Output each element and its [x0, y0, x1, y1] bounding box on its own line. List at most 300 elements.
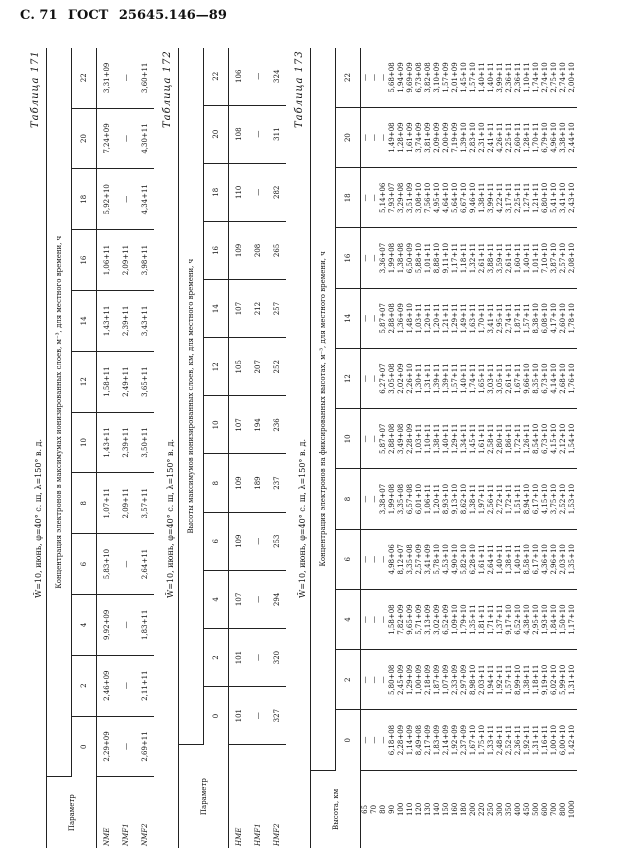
table-cell: 1,40+11: [514, 529, 523, 589]
table-cell: 1,39+11: [433, 348, 442, 408]
time-column-header: 22: [336, 48, 361, 107]
table-row: [532, 48, 541, 848]
table-cell: 5,14+06: [379, 168, 388, 228]
time-column-header: 0: [204, 687, 229, 745]
table-cell: 6,57+08: [406, 469, 415, 529]
table-cell: 8,58+10: [523, 529, 532, 589]
table-cell: 9,66+10: [523, 348, 532, 408]
table-cell: —: [370, 710, 379, 770]
time-column-header: 16: [72, 230, 97, 291]
table-cell: 1,40+11: [523, 228, 532, 288]
table-cell: 6,52+10: [514, 589, 523, 649]
table-row: [559, 48, 568, 848]
table-cell: —: [370, 348, 379, 408]
table-cell: 2,01+09: [451, 48, 460, 107]
table-cell: 282: [267, 163, 286, 221]
table-cell: 2,09+11: [116, 230, 135, 291]
table-cell: —: [361, 288, 371, 348]
table-cell: 1,28+09: [397, 107, 406, 167]
table-cell: 107: [229, 280, 249, 338]
table-cell: 4,53+10: [442, 529, 451, 589]
time-column-header: 22: [72, 48, 97, 108]
height-value: 100: [397, 802, 405, 817]
table-cell: 1,31+11: [532, 710, 541, 770]
table-cell: 9,65+09: [406, 589, 415, 649]
table-row: [116, 48, 135, 848]
table-cell: 1,32+11: [469, 228, 478, 288]
table-cell: 8,93+10: [442, 469, 451, 529]
table-cell: 1,97+11: [478, 469, 487, 529]
table-cell: 2,08+10: [568, 228, 577, 288]
table-cell: 5,41+10: [550, 168, 559, 228]
time-column-header: 14: [336, 288, 361, 348]
table-173: [310, 48, 577, 848]
table-cell: —: [370, 168, 379, 228]
height-value: 350: [505, 802, 513, 817]
table-cell: 2,39+11: [116, 290, 135, 351]
table-row: [97, 48, 117, 848]
table-cell: 5,92+10: [97, 169, 117, 230]
table-cell: 3,99+11: [487, 168, 496, 228]
table-row: [397, 48, 406, 848]
table-cell: 1,75+10: [478, 710, 487, 770]
table-cell: —: [361, 529, 371, 589]
table-cell: 4,15+10: [550, 409, 559, 469]
table-cell: 2,61+11: [505, 348, 514, 408]
table-cell: 6,79+10: [541, 107, 550, 167]
table-cell: 3,17+11: [505, 168, 514, 228]
table-cell: 1,03+11: [415, 288, 424, 348]
table-cell: —: [379, 529, 388, 589]
table-cell: 2,09+09: [433, 107, 442, 167]
table-171: [46, 48, 154, 848]
table-cell: 2,52+11: [505, 710, 514, 770]
table-cell: 1,03+11: [415, 409, 424, 469]
table-172: [178, 48, 286, 848]
time-column-header: 4: [336, 589, 361, 649]
table-cell: 4,64+10: [442, 168, 451, 228]
table-cell: 1,61+11: [478, 529, 487, 589]
table-cell: 4,36+10: [541, 529, 550, 589]
table-row: [370, 48, 379, 848]
table-173-span: Концентрация электронов на фиксированных высотах, м⁻³, для местного времени, ч: [311, 48, 336, 770]
table-cell: 1,61+11: [478, 409, 487, 469]
table-cell: 4,26+11: [496, 107, 505, 167]
table-cell: —: [361, 710, 371, 770]
table-cell: —: [370, 288, 379, 348]
height-value: 1000: [568, 800, 576, 819]
table-cell: 1,20+11: [433, 469, 442, 529]
table-cell: —: [379, 107, 388, 167]
table-cell: 1,35+11: [469, 589, 478, 649]
table-172-span: Высоты максимумов ионизированных слоев, км, для местного времени, ч: [179, 48, 204, 745]
table-row: [379, 48, 388, 848]
table-cell: 2,58+11: [487, 409, 496, 469]
time-column-header: 16: [336, 228, 361, 288]
table-cell: 109: [229, 454, 249, 512]
table-cell: 105: [229, 338, 249, 396]
time-column-header: 12: [204, 338, 229, 396]
table-cell: 7,10+10: [541, 228, 550, 288]
param-header: Параметр: [47, 777, 97, 848]
table-row: [505, 48, 514, 848]
table-cell: 1,86+11: [505, 409, 514, 469]
table-cell: 2,72+11: [496, 469, 505, 529]
height-value: 450: [523, 802, 531, 817]
table-173-caption: Таблица 173: [294, 50, 305, 128]
table-row: [478, 48, 487, 848]
table-cell: 1,49+08: [388, 107, 397, 167]
table-cell: 1,67+10: [469, 710, 478, 770]
table-cell: 194: [248, 396, 267, 454]
table-cell: 3,41+11: [487, 288, 496, 348]
table-cell: 2,44+10: [568, 107, 577, 167]
table-cell: 1,38+11: [433, 409, 442, 469]
table-cell: 2,48+11: [496, 710, 505, 770]
table-cell: 1,34+11: [460, 409, 469, 469]
table-cell: 109: [229, 512, 249, 570]
table-cell: 1,30+11: [415, 348, 424, 408]
row-label: NME: [102, 827, 111, 846]
table-row: [135, 48, 154, 848]
table-cell: 1,10+11: [523, 48, 532, 107]
table-cell: —: [116, 48, 135, 108]
table-cell: 2,25+11: [505, 107, 514, 167]
page-number: С. 71: [20, 8, 58, 23]
table-cell: 2,41+11: [487, 107, 496, 167]
table-cell: 1,65+11: [478, 348, 487, 408]
table-171-span: Концентрация электронов в максимумах ионизированных слоев, м⁻³, для местного времени, ч: [47, 48, 72, 777]
table-cell: 6,01+10: [415, 469, 424, 529]
table-cell: —: [370, 650, 379, 710]
table-cell: 2,14+09: [442, 710, 451, 770]
table-cell: —: [379, 710, 388, 770]
gost-label: ГОСТ: [68, 8, 109, 23]
table-cell: 1,40+11: [460, 348, 469, 408]
table-cell: 1,49+11: [460, 288, 469, 348]
time-column-header: 4: [204, 570, 229, 628]
height-value: 70: [370, 804, 378, 814]
table-cell: 1,67+11: [514, 348, 523, 408]
table-cell: 4,96+10: [550, 107, 559, 167]
table-cell: 8,35+10: [532, 348, 541, 408]
table-cell: 2,56+11: [487, 469, 496, 529]
table-cell: 107: [229, 570, 249, 628]
table-cell: 208: [248, 221, 267, 279]
height-value: 150: [442, 802, 450, 817]
table-row: [406, 48, 415, 848]
table-cell: 2,29+09: [97, 716, 117, 777]
table-cell: 3,75+10: [550, 469, 559, 529]
table-cell: 1,83+09: [433, 710, 442, 770]
table-cell: 1,21+11: [442, 288, 451, 348]
table-cell: 109: [229, 221, 249, 279]
table-cell: 1,38+11: [469, 469, 478, 529]
table-cell: 7,82+09: [397, 589, 406, 649]
table-cell: 1,18+11: [532, 650, 541, 710]
table-cell: 189: [248, 454, 267, 512]
table-cell: 1,92+11: [496, 650, 505, 710]
table-row: [469, 48, 478, 848]
table-cell: —: [361, 589, 371, 649]
time-column-header: 10: [336, 409, 361, 469]
table-cell: 1,42+10: [568, 710, 577, 770]
table-cell: 2,75+10: [550, 48, 559, 107]
table-row: [229, 48, 249, 848]
table-cell: 3,65+11: [135, 351, 154, 412]
table-cell: 7,93+07: [388, 168, 397, 228]
table-172-subtitle: W̄=10, июнь, φ=40° с. ш, λ=150° в. д.: [166, 438, 175, 598]
table-cell: 9,19+10: [541, 650, 550, 710]
table-cell: 5,64+10: [451, 168, 460, 228]
table-cell: 8,99+10: [514, 650, 523, 710]
table-cell: —: [116, 108, 135, 169]
table-cell: 2,46+09: [97, 655, 117, 716]
table-cell: 101: [229, 628, 249, 686]
height-value: 600: [541, 802, 549, 817]
table-cell: 8,98+10: [469, 650, 478, 710]
table-cell: 1,60+11: [514, 228, 523, 288]
row-label: HMF2: [272, 823, 281, 846]
table-cell: 6,52+09: [442, 589, 451, 649]
table-cell: 6,17+10: [532, 529, 541, 589]
table-cell: 4,17+10: [550, 288, 559, 348]
table-row: [460, 48, 469, 848]
table-cell: 1,37+11: [496, 589, 505, 649]
table-cell: —: [379, 650, 388, 710]
time-column-header: 18: [72, 169, 97, 230]
table-cell: 2,49+11: [116, 351, 135, 412]
table-cell: 1,93+10: [541, 589, 550, 649]
table-cell: 6,00+10: [559, 710, 568, 770]
table-row: [248, 48, 267, 848]
table-cell: 1,57+11: [523, 288, 532, 348]
table-cell: 324: [267, 48, 286, 105]
table-cell: 1,53+10: [568, 469, 577, 529]
table-cell: 8,54+10: [532, 409, 541, 469]
time-column-header: 2: [336, 650, 361, 710]
table-cell: 1,70+11: [478, 288, 487, 348]
table-cell: —: [370, 228, 379, 288]
time-column-header: 0: [336, 710, 361, 770]
table-cell: 1,57+11: [451, 348, 460, 408]
table-cell: 1,87+09: [433, 650, 442, 710]
table-cell: 1,43+11: [97, 412, 117, 473]
table-cell: 6,17+10: [532, 469, 541, 529]
table-cell: 101: [229, 687, 249, 745]
table-cell: 320: [267, 628, 286, 686]
row-label: HMF1: [253, 823, 262, 846]
height-value: 700: [550, 802, 558, 817]
table-cell: 2,31+10: [478, 107, 487, 167]
table-cell: 1,74+10: [532, 48, 541, 107]
table-cell: 107: [229, 396, 249, 454]
table-cell: 2,28+09: [397, 710, 406, 770]
table-cell: 2,61+11: [505, 228, 514, 288]
table-cell: 1,01+11: [532, 228, 541, 288]
table-cell: 1,18+11: [460, 228, 469, 288]
table-cell: 4,90+10: [451, 529, 460, 589]
table-row: [514, 48, 523, 848]
table-cell: 6,27+07: [379, 348, 388, 408]
table-cell: 4,22+11: [496, 168, 505, 228]
table-row: [541, 48, 550, 848]
table-cell: 1,38+11: [478, 168, 487, 228]
table-row: [442, 48, 451, 848]
table-cell: 3,43+11: [135, 290, 154, 351]
rotated-content: [30, 48, 590, 848]
table-cell: 1,58+08: [388, 589, 397, 649]
table-cell: 1,94+11: [487, 650, 496, 710]
table-cell: 2,00+09: [442, 107, 451, 167]
table-cell: 4,14+10: [550, 348, 559, 408]
table-cell: 8,88+10: [433, 228, 442, 288]
table-cell: 3,08+10: [415, 168, 424, 228]
table-cell: 5,68+08: [388, 48, 397, 107]
table-cell: 9,11+10: [442, 228, 451, 288]
table-cell: 252: [267, 338, 286, 396]
table-cell: 4,30+11: [135, 108, 154, 169]
table-cell: 5,82+10: [460, 529, 469, 589]
time-column-header: 8: [72, 473, 97, 534]
table-cell: 1,06+11: [97, 230, 117, 291]
table-cell: 2,80+11: [496, 409, 505, 469]
table-cell: 5,80+08: [388, 650, 397, 710]
time-column-header: 6: [72, 534, 97, 595]
table-cell: 2,74+10: [541, 48, 550, 107]
table-cell: 5,87+07: [379, 409, 388, 469]
table-cell: —: [248, 163, 267, 221]
table-cell: —: [248, 628, 267, 686]
table-cell: 2,97+09: [460, 650, 469, 710]
table-cell: 6,18+08: [388, 710, 397, 770]
table-cell: 9,13+10: [451, 469, 460, 529]
table-cell: 2,36+11: [505, 48, 514, 107]
table-cell: 3,59+11: [496, 228, 505, 288]
table-cell: 6,02+10: [550, 650, 559, 710]
table-cell: 1,06+11: [424, 469, 433, 529]
table-cell: 110: [229, 163, 249, 221]
table-cell: 236: [267, 396, 286, 454]
table-row: [388, 48, 397, 848]
table-cell: 106: [229, 48, 249, 105]
height-value: 90: [388, 804, 396, 814]
height-value: 800: [559, 802, 567, 817]
table-cell: 1,72+11: [514, 409, 523, 469]
time-column-header: 2: [204, 628, 229, 686]
table-cell: 3,74+09: [415, 107, 424, 167]
table-cell: 108: [229, 105, 249, 163]
table-cell: 1,50+10: [559, 589, 568, 649]
table-row: [487, 48, 496, 848]
table-cell: 3,98+11: [135, 230, 154, 291]
table-cell: —: [248, 687, 267, 745]
time-column-header: 8: [336, 469, 361, 529]
table-cell: 6,73+10: [541, 409, 550, 469]
table-cell: 2,64+11: [487, 529, 496, 589]
table-row: [424, 48, 433, 848]
gost-number: 25645.146—89: [118, 8, 227, 23]
table-cell: 4,98+06: [388, 529, 397, 589]
table-cell: 2,60+11: [514, 107, 523, 167]
table-cell: 327: [267, 687, 286, 745]
table-cell: 3,41+09: [424, 529, 433, 589]
table-cell: —: [116, 594, 135, 655]
table-cell: —: [370, 107, 379, 167]
table-cell: —: [379, 589, 388, 649]
table-cell: 1,28+11: [523, 107, 532, 167]
table-cell: 1,54+10: [568, 409, 577, 469]
table-cell: 9,46+10: [469, 168, 478, 228]
table-cell: —: [116, 169, 135, 230]
table-row: [433, 48, 442, 848]
time-column-header: 12: [336, 348, 361, 408]
table-cell: 2,37+09: [460, 710, 469, 770]
table-cell: 3,38+07: [379, 469, 388, 529]
table-cell: —: [361, 168, 371, 228]
table-cell: —: [248, 512, 267, 570]
table-cell: —: [248, 570, 267, 628]
time-column-header: 0: [72, 716, 97, 777]
table-cell: 1,57+10: [469, 48, 478, 107]
table-cell: 1,40+11: [478, 48, 487, 107]
table-171-caption: Таблица 171: [30, 50, 41, 128]
table-cell: 1,09+10: [451, 589, 460, 649]
table-cell: 5,83+10: [97, 534, 117, 595]
table-cell: 257: [267, 280, 286, 338]
table-cell: 1,36+09: [397, 288, 406, 348]
table-cell: 1,61+09: [406, 107, 415, 167]
table-cell: 2,11+11: [135, 655, 154, 716]
table-cell: 1,00+09: [415, 650, 424, 710]
table-cell: —: [116, 655, 135, 716]
table-cell: 3,05+11: [496, 348, 505, 408]
param-header: Параметр: [179, 745, 229, 848]
time-column-header: 20: [72, 108, 97, 169]
table-cell: 2,57+10: [559, 228, 568, 288]
table-cell: 1,29+11: [451, 288, 460, 348]
table-cell: 3,49+08: [397, 409, 406, 469]
table-171-subtitle: W̄=10, июнь, φ=40° с. ш, λ=150° в. д.: [34, 438, 43, 598]
height-value: 130: [424, 802, 432, 817]
table-173-subtitle: W̄=10, июнь, φ=40° с. ш, λ=150° в. д.: [298, 438, 307, 598]
table-cell: 3,02+09: [433, 589, 442, 649]
table-cell: 265: [267, 221, 286, 279]
table-cell: 2,96+10: [550, 529, 559, 589]
table-cell: 3,82+08: [424, 48, 433, 107]
table-cell: 1,74+11: [469, 348, 478, 408]
time-column-header: 20: [204, 105, 229, 163]
table-cell: 2,57+09: [415, 529, 424, 589]
table-cell: 1,40+11: [496, 529, 505, 589]
table-cell: 1,71+11: [487, 589, 496, 649]
table-cell: 1,01+11: [424, 228, 433, 288]
table-cell: 1,87+11: [514, 288, 523, 348]
table-cell: 6,67+10: [460, 168, 469, 228]
table-row: [568, 48, 577, 848]
table-cell: 1,17+10: [568, 589, 577, 649]
table-cell: 2,17+09: [424, 710, 433, 770]
table-row: [550, 48, 559, 848]
table-cell: 3,38+10: [559, 107, 568, 167]
table-cell: 1,20+11: [424, 288, 433, 348]
table-cell: 1,35+10: [568, 529, 577, 589]
table-cell: 2,61+11: [478, 228, 487, 288]
table-cell: 1,27+11: [523, 168, 532, 228]
table-cell: 1,43+11: [97, 290, 117, 351]
table-cell: 2,03+10: [559, 529, 568, 589]
table-cell: 2,36+11: [514, 48, 523, 107]
